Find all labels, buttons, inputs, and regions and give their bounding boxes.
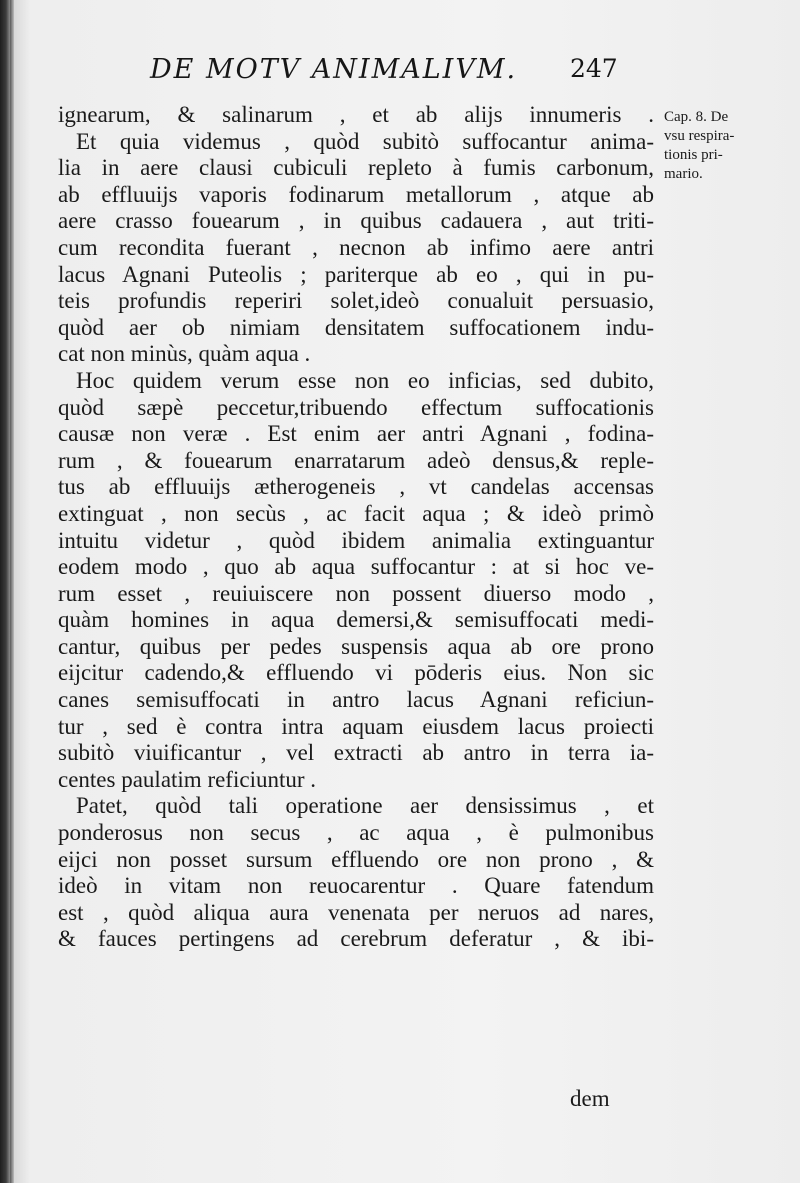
text-line: Et quia videmus , quòd subitò suffocantur anima-	[76, 128, 654, 154]
body-text	[58, 102, 654, 953]
catchword: dem	[570, 1086, 610, 1111]
text-line: intuitu videtur , quòd ibidem animalia extinguantur	[58, 527, 654, 553]
text-line: lia in aere clausi cubiculi repleto à fumis carbonum,	[58, 155, 654, 181]
margin-note-line: mario.	[664, 166, 703, 182]
running-title: DE MOTV ANIMALIVM.	[150, 54, 518, 85]
page-number: 247	[570, 54, 618, 83]
text-line: quòd sæpè peccetur,tribuendo effectum suffocationis	[58, 394, 654, 420]
text-line: centes paulatim reficiuntur .	[58, 766, 317, 792]
text-line: & fauces pertingens ad cerebrum deferatur , & ibi-	[58, 926, 654, 952]
margin-note	[664, 108, 764, 184]
text-line: eijcitur cadendo,& effluendo vi pōderis eius. Non sic	[58, 660, 654, 686]
text-line: lacus Agnani Puteolis ; pariterque ab eo , qui in pu-	[58, 261, 654, 287]
text-line: Patet, quòd tali operatione aer densissimus , et	[76, 793, 654, 819]
text-line: tur , sed è contra intra aquam eiusdem lacus proiecti	[58, 713, 654, 739]
text-line: quàm homines in aqua demersi,& semisuffocati medi-	[58, 607, 654, 633]
text-line: ponderosus non secus , ac aqua , è pulmonibus	[58, 820, 654, 846]
margin-note-line: Cap. 8. De	[664, 109, 729, 125]
text-line: cantur, quibus per pedes suspensis aqua ab ore prono	[58, 633, 654, 659]
text-line: eijci non posset sursum effluendo ore non prono , &	[58, 846, 654, 872]
text-line: eodem modo , quo ab aqua suffocantur : at si hoc ve-	[58, 554, 654, 580]
text-line: causæ non veræ . Est enim aer antri Agnani , fodina-	[58, 421, 654, 447]
text-line: rum esset , reuiuiscere non possent diuerso modo ,	[58, 580, 654, 606]
text-line: ignearum, & salinarum , et ab alijs innumeris .	[58, 102, 654, 127]
page-edge-shadow	[10, 0, 14, 1183]
text-line: cum recondita fuerant , necnon ab infimo aere antri	[58, 234, 654, 260]
text-line: teis profundis reperiri solet,ideò conualuit persuasio,	[58, 288, 654, 314]
text-line: quòd aer ob nimiam densitatem suffocationem indu-	[58, 314, 654, 340]
text-line: ab effluuijs vaporis fodinarum metallorum , atque ab	[58, 181, 654, 207]
text-line: tus ab effluuijs ætherogeneis , vt candelas accensas	[58, 474, 654, 500]
margin-note-line: vsu respira-	[664, 128, 735, 144]
text-line: subitò viuificantur , vel extracti ab antro in terra ia-	[58, 740, 654, 766]
text-line: rum , & fouearum enarratarum adeò densus,& reple-	[58, 447, 654, 473]
text-line: ideò in vitam non reuocarentur . Quare fatendum	[58, 873, 654, 899]
running-head	[150, 54, 630, 94]
text-line: aere crasso fouearum , in quibus cadauera , aut triti-	[58, 208, 654, 234]
text-line: est , quòd aliqua aura venenata per neruos ad nares,	[58, 899, 654, 925]
text-line: Hoc quidem verum esse non eo inficias, sed dubito,	[76, 367, 654, 393]
text-line: extinguat , non secùs , ac facit aqua ; & ideò primò	[58, 500, 654, 526]
text-line: cat non minùs, quàm aqua .	[58, 341, 311, 367]
text-line: canes semisuffocati in antro lacus Agnani reficiun-	[58, 687, 654, 713]
margin-note-line: tionis pri-	[664, 147, 723, 163]
